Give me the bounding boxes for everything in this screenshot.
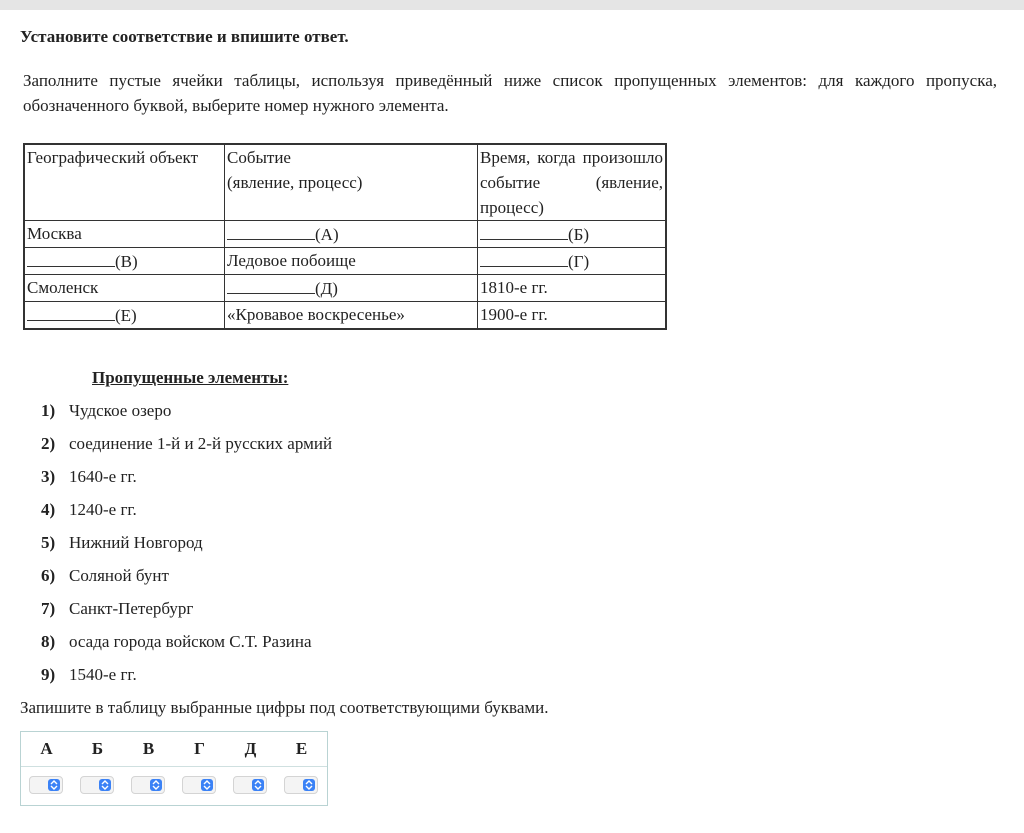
list-item [41,598,332,631]
header-event-line2: (явление, процесс) [227,173,363,192]
list-item [41,664,332,697]
option-number: 2) [41,434,56,453]
answer-letter-v: В [142,739,155,758]
list-item [41,532,332,565]
table-row [24,221,666,248]
answer-select-e[interactable] [284,776,318,794]
table-row [24,275,666,302]
cell-geo [24,248,225,275]
cell-event [225,221,478,248]
missing-elements-heading: Пропущенные элементы: [92,368,289,387]
blank-letter: (А) [315,225,339,244]
table-row [24,248,666,275]
answer-select-b[interactable] [80,776,114,794]
blank-line [27,248,115,267]
list-item [41,433,332,466]
match-table [23,143,667,330]
answer-instruction: Запишите в таблицу выбранные цифры под соответствующими буквами. [20,698,549,717]
option-text: 1540-е гг. [69,665,137,684]
blank-letter: (Г) [568,252,590,271]
blank-letter: (Б) [568,225,590,244]
answer-table [20,731,328,806]
answer-letter-e: Е [295,739,308,758]
answer-letter-b: Б [91,739,104,758]
table-row [24,302,666,330]
cell-event: «Кровавое воскресенье» [225,302,478,330]
option-number: 5) [41,533,56,552]
cell-geo [24,302,225,330]
chevron-up-down-icon [150,779,162,791]
answer-divider [21,766,327,767]
chevron-up-down-icon [201,779,213,791]
option-text: Чудское озеро [69,401,172,420]
blank-line [480,248,568,267]
list-item [41,499,332,532]
option-number: 7) [41,599,56,618]
answer-select-g[interactable] [182,776,216,794]
option-number: 4) [41,500,56,519]
cell-time: 1900-е гг. [478,302,667,330]
list-item [41,565,332,598]
option-number: 9) [41,665,56,684]
option-text: соединение 1-й и 2-й русских армий [69,434,333,453]
blank-line [227,275,315,294]
blank-letter: (Е) [115,306,137,325]
option-number: 1) [41,401,56,420]
header-event [225,144,478,221]
missing-elements-list [41,400,332,697]
blank-line [480,221,568,240]
blank-line [227,221,315,240]
top-bar [0,0,1024,10]
answer-select-d[interactable] [233,776,267,794]
task-title: Установите соответствие и впишите ответ. [20,27,349,46]
cell-time: 1810-е гг. [478,275,667,302]
header-geo: Географический объект [24,144,225,221]
answer-letter-d: Д [244,739,257,758]
option-text: осада города войском С.Т. Разина [69,632,312,651]
option-number: 8) [41,632,56,651]
chevron-up-down-icon [99,779,111,791]
list-item [41,400,332,433]
list-item [41,466,332,499]
answer-letters-row [21,739,327,763]
chevron-up-down-icon [303,779,315,791]
cell-event: Ледовое побоище [225,248,478,275]
cell-geo: Москва [24,221,225,248]
chevron-up-down-icon [48,779,60,791]
option-number: 6) [41,566,56,585]
answer-letter-a: А [40,739,53,758]
answer-select-v[interactable] [131,776,165,794]
cell-event [225,275,478,302]
list-item [41,631,332,664]
answer-letter-g: Г [194,739,205,758]
option-text: Соляной бунт [69,566,169,585]
option-text: Нижний Новгород [69,533,203,552]
blank-line [27,302,115,321]
cell-time [478,248,667,275]
option-text: 1640-е гг. [69,467,137,486]
task-instruction: Заполните пустые ячейки таблицы, используя приведённый ниже список пропущенных элементов: для каждого пропуска, обозначенного буквой, выберите номер нужного элемента. [23,71,997,115]
header-time: Время, когда произошло событие (явление, процесс) [478,144,667,221]
option-text: Санкт-Петербург [69,599,194,618]
option-number: 3) [41,467,56,486]
blank-letter: (В) [115,252,138,271]
table-header-row [24,144,666,221]
blank-letter: (Д) [315,279,338,298]
cell-geo: Смоленск [24,275,225,302]
cell-time [478,221,667,248]
chevron-up-down-icon [252,779,264,791]
header-event-line1: Событие [227,148,291,167]
option-text: 1240-е гг. [69,500,137,519]
answer-select-a[interactable] [29,776,63,794]
